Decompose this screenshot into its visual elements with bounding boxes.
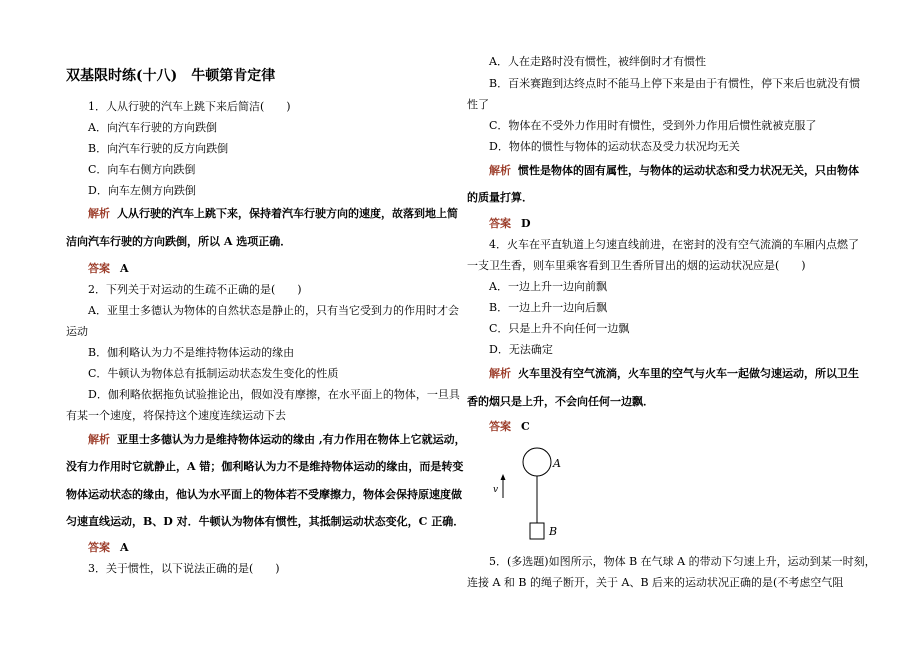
q1-answer-value: A — [120, 262, 129, 275]
q4-explain-text1: 火车里没有空气流淌，火车里的空气与火车一起做匀速运动，所以卫生 — [518, 367, 859, 380]
balloon-a-circle — [523, 448, 551, 476]
q3-answer-label: 答案 — [489, 217, 511, 230]
q4-answer-label: 答案 — [489, 420, 511, 433]
q3-explanation-line1 — [489, 164, 859, 178]
q4-option-c: C．只是上升不向任何一边飘 — [489, 322, 630, 335]
q3-option-c: C．物体在不受外力作用时有惯性，受到外力作用后惯性就被克服了 — [489, 119, 817, 132]
q4-stem-line2: 一支卫生香，则车里乘客看到卫生香所冒出的烟的运动状况应是( ) — [467, 259, 806, 272]
q1-option-c: C．向车右侧方向跌倒 — [88, 163, 196, 176]
q2-option-c: C．牛顿认为物体总有抵制运动状态发生变化的性质 — [88, 367, 339, 380]
q4-option-d: D．无法确定 — [489, 343, 553, 356]
q2-stem: 2．下列关于对运动的生疏不正确的是( ) — [88, 283, 302, 296]
q5-stem-line2: 连接 A 和 B 的绳子断开，关于 A、B 后来的运动状况正确的是(不考虑空气阻 — [467, 576, 844, 589]
q2-explanation-line1 — [88, 433, 466, 447]
q3-option-d: D．物体的惯性与物体的运动状态及受力状况均无关 — [489, 140, 740, 153]
q3-explain-text1: 惯性是物体的固有属性，与物体的运动状态和受力状况无关，只由物体 — [518, 164, 859, 177]
q1-option-b: B．向汽车行驶的反方向跌倒 — [88, 142, 229, 155]
balloon-figure — [480, 440, 580, 545]
q1-explain-label: 解析 — [88, 207, 110, 220]
label-a: A — [553, 457, 561, 470]
q4-explanation-line2: 香的烟只是上升，不会向任何一边飘． — [467, 395, 654, 408]
q3-answer — [489, 217, 531, 231]
q3-explanation-line2: 的质量打算． — [467, 191, 533, 204]
q2-explanation-line3: 物体运动状态的缘由，他认为水平面上的物体若不受摩擦力，物体会保持原速度做 — [66, 488, 462, 501]
q1-explanation-line2: 洁向汽车行驶的方向跌倒，所以 A 选项正确． — [66, 235, 292, 248]
q5-stem-line1: 5．(多选题)如图所示，物体 B 在气球 A 的带动下匀速上升，运动到某一时刻， — [489, 555, 876, 568]
q3-option-b-line2: 性了 — [467, 98, 489, 111]
q2-explain-text1: 亚里士多德认为力是维持物体运动的缘由 ,有力作用在物体上它就运动， — [117, 433, 466, 446]
q1-explain-text1: 人从行驶的汽车上跳下来，保持着汽车行驶方向的速度，故落到地上简 — [117, 207, 458, 220]
q1-explanation-line1 — [88, 207, 458, 221]
q4-option-b: B．一边上升一边向后飘 — [489, 301, 608, 314]
q2-answer — [88, 541, 129, 555]
q3-explain-label: 解析 — [489, 164, 511, 177]
q2-option-d-line2: 有某一个速度，将保持这个速度连续运动下去 — [66, 409, 286, 422]
q2-answer-value: A — [120, 541, 129, 554]
q2-answer-label: 答案 — [88, 541, 110, 554]
q2-explanation-line4: 匀速直线运动，B、D 对．牛顿认为物体有惯性，其抵制运动状态变化，C 正确． — [66, 515, 465, 528]
q3-option-a: A．人在走路时没有惯性，被绊倒时才有惯性 — [489, 55, 706, 68]
q2-option-a-line2: 运动 — [66, 325, 88, 338]
q3-stem: 3．关于惯性，以下说法正确的是( ) — [88, 562, 280, 575]
q2-explain-label: 解析 — [88, 433, 110, 446]
q3-answer-value: D — [521, 217, 531, 230]
q2-option-d-line1: D．伽利略依据拖负试验推论出，假如没有摩擦，在水平面上的物体，一旦具 — [88, 388, 460, 401]
q4-explanation-line1 — [489, 367, 859, 381]
q4-explain-label: 解析 — [489, 367, 511, 380]
q4-option-a: A．一边上升一边向前飘 — [489, 280, 607, 293]
page-title: 双基限时练(十八) 牛顿第肯定律 — [66, 68, 276, 84]
velocity-arrow-head — [501, 474, 506, 480]
q2-option-b: B．伽利略认为力不是维持物体运动的缘由 — [88, 346, 295, 359]
q4-stem-line1: 4．火车在平直轨道上匀速直线前进，在密封的没有空气流淌的车厢内点燃了 — [489, 238, 859, 251]
q1-stem: 1．人从行驶的汽车上跳下来后简洁( ) — [88, 100, 291, 113]
q1-option-a: A．向汽车行驶的方向跌倒 — [88, 121, 217, 134]
q1-option-d: D．向车左侧方向跌倒 — [88, 184, 196, 197]
q1-answer-label: 答案 — [88, 262, 110, 275]
q2-option-a-line1: A．亚里士多德认为物体的自然状态是静止的，只有当它受到力的作用时才会 — [88, 304, 459, 317]
label-b: B — [549, 525, 558, 538]
q3-option-b-line1: B．百米赛跑到达终点时不能马上停下来是由于有惯性，停下来后也就没有惯 — [489, 77, 861, 90]
q4-answer — [489, 420, 530, 434]
label-v: v — [493, 485, 499, 495]
q4-answer-value: C — [521, 420, 530, 433]
q2-explanation-line2: 没有力作用时它就静止，A 错；伽利略认为力不是维持物体运动的缘由，而是转变 — [66, 460, 464, 473]
block-b-square — [530, 523, 544, 539]
q1-answer — [88, 262, 129, 276]
